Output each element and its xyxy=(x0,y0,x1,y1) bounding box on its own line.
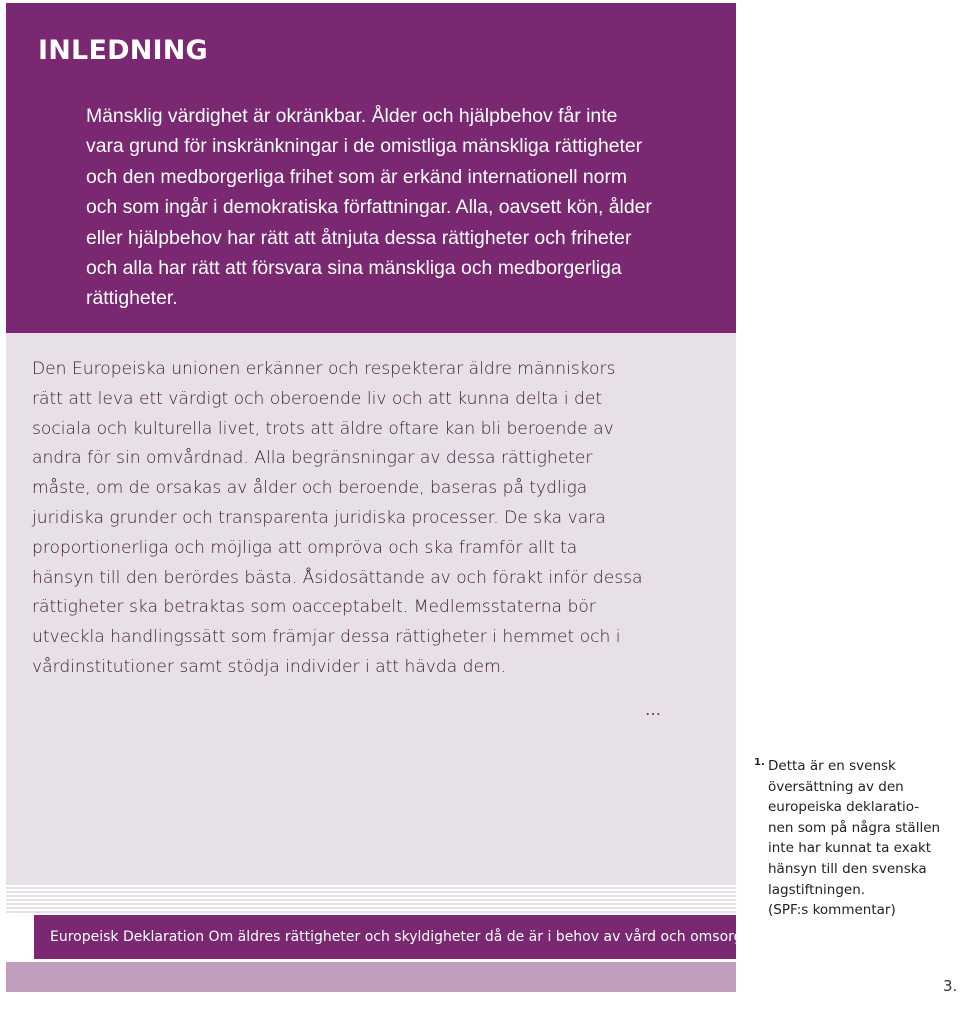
intro-paragraph xyxy=(86,101,716,314)
body-line: juridiska grunder och transparenta juridiska processer. De ska vara xyxy=(32,507,606,528)
header-block xyxy=(6,3,736,333)
body-line: måste, om de orsakas av ålder och beroende, baseras på tydliga xyxy=(32,478,588,499)
footer-bar xyxy=(34,915,743,959)
intro-line: vara grund för inskränkningar i de omistliga mänskliga rättigheter xyxy=(86,135,643,158)
body-line: hänsyn till den berördes bästa. Åsidosättande av och förakt inför dessa xyxy=(32,567,643,588)
body-line: rättigheter ska betraktas som oacceptabelt. Medlemsstaterna bör xyxy=(32,597,596,618)
intro-line: och som ingår i demokratiska författningar. Alla, oavsett kön, ålder xyxy=(86,196,652,219)
intro-line: och alla har rätt att försvara sina mänskliga och medborgerliga xyxy=(86,257,622,280)
body-line: Den Europeiska unionen erkänner och respekterar äldre människors xyxy=(32,359,616,379)
footer-light-band xyxy=(6,962,736,992)
footnote-line: inte har kunnat ta exakt xyxy=(768,840,932,857)
footnote-line: nen som på några ställen xyxy=(768,819,941,836)
body-paragraph xyxy=(32,355,702,683)
footnote-line: lagstiftningen. xyxy=(768,881,866,898)
body-line: sociala och kulturella livet, trots att äldre oftare kan bli beroende av xyxy=(32,418,614,439)
footnote-line: (SPF:s kommentar) xyxy=(768,902,896,919)
footnote-marker: 1. xyxy=(754,757,765,768)
intro-line: Mänsklig värdighet är okränkbar. Ålder och hjälpbehov får inte xyxy=(86,105,618,127)
page-title: INLEDNING xyxy=(38,35,208,66)
body-line: proportionerliga och möjliga att ompröva och ska framför allt ta xyxy=(32,537,578,558)
continuation-ellipsis: … xyxy=(645,700,661,719)
page-number: 3. xyxy=(943,977,958,995)
intro-line: och den medborgerliga frihet som är erkänd internationell norm xyxy=(86,165,628,188)
footnote-line: översättning av den xyxy=(768,778,904,795)
body-line: andra för sin omvårdnad. Alla begränsningar av dessa rättigheter xyxy=(32,448,593,469)
body-line: rätt att leva ett värdigt och oberoende liv och att kunna delta i det xyxy=(32,388,603,409)
body-line: vårdinstitutioner samt stödja individer i att hävda dem. xyxy=(32,656,507,677)
footnote-line: Detta är en svensk xyxy=(768,758,896,774)
content-block xyxy=(6,333,736,883)
footnote xyxy=(768,756,948,921)
footnote-line: europeiska deklaratio- xyxy=(768,799,920,816)
footnote-line: hänsyn till den svenska xyxy=(768,860,927,877)
intro-line: eller hjälpbehov har rätt att åtnjuta dessa rättigheter och friheter xyxy=(86,226,632,249)
footer-title: Europeisk Deklaration Om äldres rättigheter och skyldigheter då de är i behov av vård och omsorg xyxy=(50,929,743,945)
body-line: utveckla handlingssätt som främjar dessa rättigheter i hemmet och i xyxy=(32,627,621,648)
decorative-stripes xyxy=(6,883,736,915)
intro-line: rättigheter. xyxy=(86,287,178,310)
